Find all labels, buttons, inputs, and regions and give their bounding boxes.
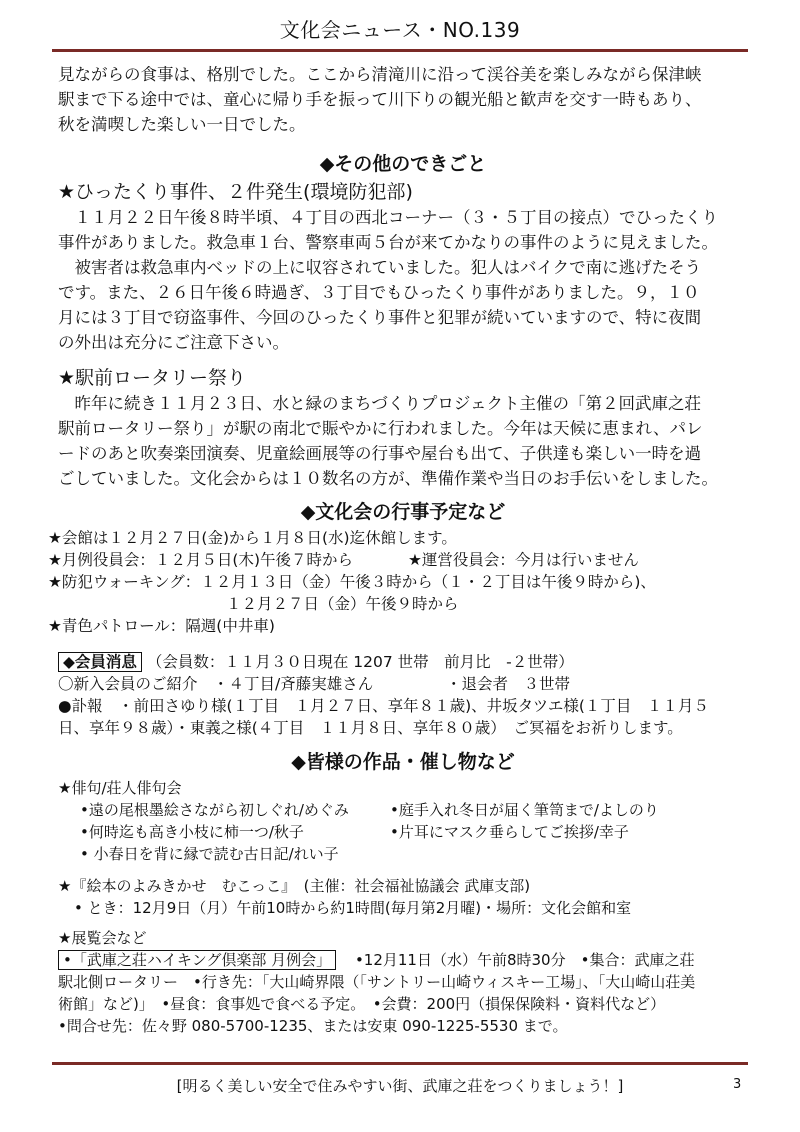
members-summary: （会員数：１１月３０日現在 1207 世帯 前月比 -２世帯） [146, 653, 574, 671]
meeting-row [48, 549, 748, 571]
poem: •庭手入れ冬日が届く筆笥まで/よしのり [390, 801, 659, 819]
text-line: 事件がありました。救急車１台、警察車両５台が来てかなりの事件のように見えました。 [58, 233, 718, 252]
item-title-snatching: ★ひったくり事件、２件発生(環境防犯部) [58, 181, 413, 203]
text-line: １１月２２日午後８時半頃、４丁目の西北コーナー（３・５丁目の接点）でひったくり [74, 208, 718, 227]
haiku-list [58, 799, 748, 865]
monthly-meeting: ★月例役員会：１２月５日(木)午後７時から [48, 551, 353, 569]
blue-patrol: ★青色パトロール：隔週(中井車) [48, 617, 275, 635]
hiking-club-box: •「武庫之荘ハイキング倶楽部 月例会」 [58, 950, 336, 970]
poem-row [80, 843, 748, 865]
patrol-walk-line-2: １２月２７日（金）午後９時から [226, 595, 459, 613]
new-members-row [58, 673, 748, 695]
members-label: ◆会員消息 [58, 652, 142, 672]
exhibit-title: ★展覧会など [58, 929, 147, 947]
item-title-rotary-festival: ★駅前ロータリー祭り [58, 367, 247, 389]
snatching-paragraph [58, 205, 748, 355]
rotary-festival-paragraph [58, 391, 748, 491]
page-title: 文化会ニュース・NO.139 [279, 18, 521, 42]
reading-detail: • とき：12月9日（月）午前10時から約1時間(毎月第2月曜)・場所：文化会館和室 [74, 899, 632, 917]
text-line: の外出は充分にご注意下さい。 [58, 333, 289, 352]
withdrawals: ・退会者 ３世帯 [446, 675, 571, 693]
schedule-list [48, 527, 748, 637]
text-line: 駅まで下る途中では、童心に帰り手を振って川下りの観光船と歓声を交す一時もあり、 [58, 90, 702, 109]
closure-notice: ★会館は１２月２７日(金)から１月８日(水)迄休館します。 [48, 529, 457, 547]
poem-row [80, 821, 748, 843]
text-line: 被害者は救急車内ベッドの上に収容されていました。犯人はバイクで南に逃げたそう [74, 258, 702, 277]
section-heading-works: ◆皆様の作品・催し物など [291, 751, 515, 773]
text-line: 駅前ロータリー祭り」が駅の南北で賑やかに行われました。今年は天候に恵まれ、パレ [58, 419, 703, 438]
members-header [58, 651, 748, 673]
hiking-line: 術館」など)」 •昼食：食事処で食べる予定。 •会費：200円（損保保険料・資料代など） [58, 995, 666, 1013]
hiking-contact: •問合せ先：佐々野 080-5700-1235、または安東 090-1225-5530 まで。 [58, 1017, 568, 1035]
poem: •遠の尾根墨絵さながら初しぐれ/めぐみ [80, 801, 349, 819]
text-line: ードのあと吹奏楽団演奏、児童絵画展等の行事や屋台も出て、子供達も楽しい一時を過 [58, 444, 702, 463]
footer-divider [52, 1062, 748, 1065]
obituary-line-2: 日、享年９８歳）・東義之様(４丁目 １１月８日、享年８０歳） ご冥福をお祈りします。 [58, 719, 683, 737]
header-divider [52, 49, 748, 52]
section-heading-schedule: ◆文化会の行事予定など [300, 501, 506, 523]
haiku-title: ★俳句/荘人俳句会 [58, 779, 182, 797]
poem-row [80, 799, 748, 821]
poem: •片耳にマスク垂らしてご挨拶/幸子 [390, 823, 629, 841]
members-section [58, 651, 748, 739]
section-heading-other: ◆その他のできごと [319, 153, 487, 175]
text-line: 秋を満喫した楽しい一日でした。 [58, 115, 306, 134]
hiking-line: 駅北側ロータリー •行き先：「大山崎界隈（「サントリー山崎ウィスキー工場」、「大山崎山荘美 [58, 973, 696, 991]
page-content [48, 62, 748, 1037]
hiking-notice [58, 949, 748, 1037]
steering-meeting: ★運営役員会：今月は行いません [408, 551, 639, 569]
patrol-walk-line-1: ★防犯ウォーキング：１２月１３日（金）午後３時から（１・２丁目は午後９時から)、 [48, 573, 656, 591]
new-members: 〇新入会員のご紹介 ・４丁目/斉藤実雄さん [58, 675, 374, 693]
footer-slogan: [明るく美しい安全で住みやすい街、武庫之荘をつくりましょう！] [176, 1077, 624, 1095]
text-line: 月には３丁目で窃盗事件、今回のひったくり事件と犯罪が続いていますので、特に夜間 [58, 308, 702, 327]
hiking-row-1 [58, 949, 748, 971]
poem: •何時迄も高き小枝に柿一つ/秋子 [80, 823, 304, 841]
text-line: 見ながらの食事は、格別でした。ここから清滝川に沿って渓谷美を楽しみながら保津峡 [58, 65, 702, 84]
reading-title: ★『絵本のよみきかせ むこっこ』 (主催：社会福祉協議会 武庫支部) [58, 877, 531, 895]
text-line: 昨年に続き１１月２３日、水と緑のまちづくりプロジェクト主催の「第２回武庫之荘 [74, 394, 702, 413]
intro-paragraph [58, 62, 748, 137]
obituary-line-1: ●訃報 ・前田さゆり様(１丁目 １月２７日、享年８１歳)、井坂タツエ様(１丁目 １１月５ [58, 697, 709, 715]
text-line: です。また、２６日午後６時過ぎ、３丁目でもひったくり事件がありました。９，１０ [58, 283, 700, 302]
poem: • 小春日を背に縁で読む古日記/れい子 [80, 845, 339, 863]
text-line: ごしていました。文化会からは１０数名の方が、準備作業や当日のお手伝いをしました。 [58, 469, 718, 488]
hiking-line: •12月11日（水）午前8時30分 •集合：武庫之荘 [354, 951, 695, 969]
page-number: 3 [733, 1077, 742, 1092]
